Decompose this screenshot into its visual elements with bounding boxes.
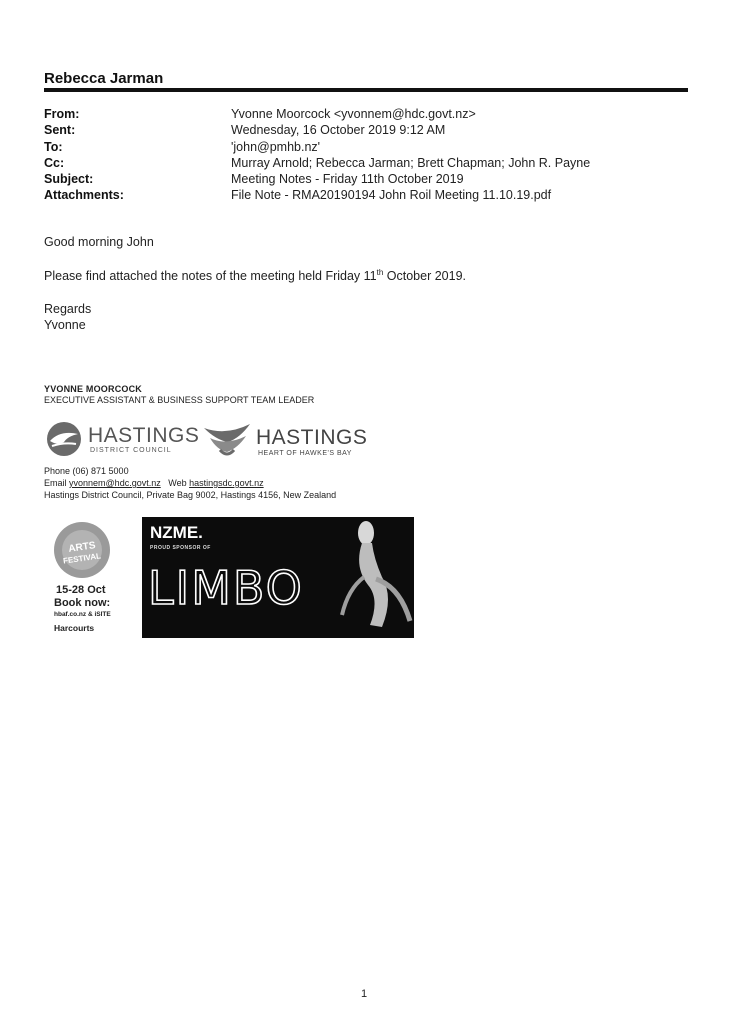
sender-name-heading: Rebecca Jarman bbox=[44, 70, 164, 87]
web-link[interactable]: hastingsdc.govt.nz bbox=[189, 478, 264, 488]
badge-line-2: FESTIVAL bbox=[62, 551, 102, 566]
email-link[interactable]: yvonnem@hdc.govt.nz bbox=[69, 478, 161, 488]
limbo-promo-banner bbox=[142, 517, 414, 638]
header-label: From: bbox=[44, 107, 80, 121]
hastings-heart-of-hawkes-bay-logo bbox=[200, 420, 368, 464]
header-value: Murray Arnold; Rebecca Jarman; Brett Chapman; John R. Payne bbox=[231, 155, 591, 170]
heading-divider bbox=[44, 88, 688, 92]
page-number: 1 bbox=[361, 988, 368, 1000]
header-row-to bbox=[44, 139, 704, 155]
logo-subtitle: DISTRICT COUNCIL bbox=[90, 447, 172, 454]
arts-festival-badge bbox=[44, 520, 134, 640]
header-value: Yvonne Moorcock <yvonnem@hdc.govt.nz> bbox=[231, 107, 476, 121]
logo-title: HASTINGS bbox=[256, 426, 368, 449]
header-value: File Note - RMA20190194 John Roil Meeting 11.10.19.pdf bbox=[231, 188, 552, 203]
header-label: Attachments: bbox=[44, 188, 124, 203]
council-emblem-icon bbox=[42, 420, 86, 458]
signature-phone: Phone (06) 871 5000 bbox=[44, 466, 129, 476]
booking-sites: hbaf.co.nz & iSITE bbox=[54, 611, 111, 618]
logo-title: HASTINGS bbox=[88, 424, 200, 447]
email-label: Email bbox=[44, 478, 67, 488]
badge-line-1: ARTS bbox=[67, 540, 97, 555]
banner-brand: NZME. bbox=[150, 523, 203, 542]
performer-figure-icon bbox=[324, 517, 414, 638]
header-row-attachments bbox=[44, 187, 704, 203]
web-label: Web bbox=[168, 478, 187, 488]
body-text-end: October 2019. bbox=[383, 269, 466, 284]
banner-tagline: PROUD SPONSOR OF bbox=[150, 545, 211, 551]
festival-dates: 15-28 Oct bbox=[56, 584, 106, 596]
header-row-from bbox=[44, 106, 704, 122]
signature-email-web bbox=[44, 478, 264, 488]
header-value: Meeting Notes - Friday 11th October 2019 bbox=[231, 172, 464, 187]
sponsor-logo: Harcourts bbox=[54, 623, 95, 633]
email-signoff: Yvonne bbox=[44, 318, 86, 332]
header-value: 'john@pmhb.nz' bbox=[231, 139, 321, 154]
banner-title: LIMBO bbox=[148, 561, 304, 615]
header-label: Sent: bbox=[44, 123, 76, 138]
header-row-sent bbox=[44, 122, 704, 138]
wing-emblem-icon bbox=[200, 420, 254, 460]
email-closing: Regards bbox=[44, 302, 92, 316]
header-row-cc bbox=[44, 155, 704, 171]
logo-subtitle: HEART OF HAWKE'S BAY bbox=[258, 450, 352, 457]
header-label: Subject: bbox=[44, 172, 94, 187]
email-body-line bbox=[44, 268, 466, 283]
body-superscript: th bbox=[376, 268, 384, 277]
header-value: Wednesday, 16 October 2019 9:12 AM bbox=[231, 123, 446, 138]
signature-name: YVONNE MOORCOCK bbox=[44, 384, 143, 394]
signature-title: EXECUTIVE ASSISTANT & BUSINESS SUPPORT TEAM LEADER bbox=[44, 395, 315, 405]
header-label: Cc: bbox=[44, 155, 65, 170]
email-header bbox=[44, 106, 704, 204]
header-row-subject bbox=[44, 171, 704, 187]
header-label: To: bbox=[44, 139, 63, 154]
hastings-district-council-logo bbox=[42, 420, 200, 460]
book-now-label: Book now: bbox=[54, 597, 111, 609]
signature-address: Hastings District Council, Private Bag 9002, Hastings 4156, New Zealand bbox=[44, 490, 337, 500]
body-text-start: Please find attached the notes of the meeting held Friday 11 bbox=[44, 269, 377, 284]
email-greeting: Good morning John bbox=[44, 235, 154, 249]
